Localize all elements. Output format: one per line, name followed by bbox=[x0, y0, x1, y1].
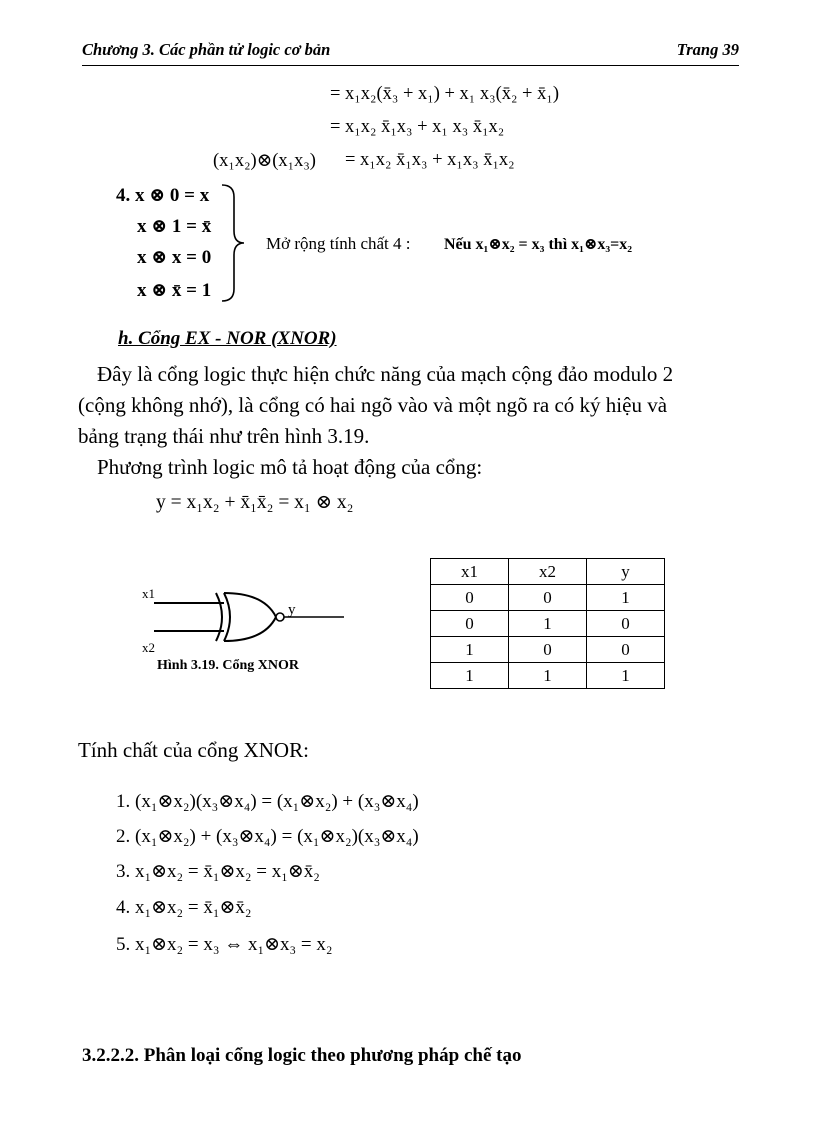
xnor-gate-symbol bbox=[140, 585, 350, 655]
table-cell: 0 bbox=[431, 585, 509, 611]
table-cell: 0 bbox=[587, 611, 665, 637]
table-cell: 1 bbox=[431, 637, 509, 663]
section-h-paragraph-line-3: bảng trạng thái như trên hình 3.19. bbox=[78, 424, 370, 448]
header-divider bbox=[82, 65, 739, 66]
table-row bbox=[431, 663, 665, 689]
derivation-line-3-rhs: = x₁x₂ x̄₁x₃ + x₁x₃ x̄₁x₂ bbox=[345, 150, 515, 170]
xnor-property-4: 4. x₁⊗x₂ = x̄₁⊗x̄₂ bbox=[116, 897, 252, 918]
xnor-property-3: 3. x₁⊗x₂ = x̄₁⊗x₂ = x₁⊗x̄₂ bbox=[116, 861, 320, 882]
derivation-line-1: = x₁x₂(x̄₃ + x₁) + x₁ x₃(x̄₂ + x̄₁) bbox=[330, 84, 559, 104]
section-h-paragraph-line-1: Đây là cổng logic thực hiện chức năng của mạch cộng đảo modulo 2 bbox=[97, 362, 674, 386]
property-4-line-2: x ⊗ 1 = x̄ bbox=[137, 216, 212, 237]
right-brace-icon bbox=[220, 183, 250, 303]
gate-output-label: y bbox=[288, 602, 296, 618]
xnor-equation: y = x₁x₂ + x̄₁x̄₂ = x₁ ⊗ x₂ bbox=[156, 492, 354, 513]
table-header-row bbox=[431, 559, 665, 585]
section-h-paragraph-line-2: (cộng không nhớ), là cổng có hai ngõ vào và một ngõ ra có ký hiệu và bbox=[78, 393, 668, 417]
next-section-title: 3.2.2.2. Phân loại cổng logic theo phương pháp chế tạo bbox=[82, 1045, 522, 1066]
xnor-property-2: 2. (x₁⊗x₂) + (x₃⊗x₄) = (x₁⊗x₂)(x₃⊗x₄) bbox=[116, 826, 419, 847]
table-cell: 1 bbox=[509, 663, 587, 689]
property-4-line-1: 4. x ⊗ 0 = x bbox=[116, 185, 210, 206]
gate-input-2-label: x2 bbox=[142, 640, 155, 655]
property-4-line-4: x ⊗ x̄ = 1 bbox=[137, 280, 212, 301]
logic-equation-intro: Phương trình logic mô tả hoạt động của cổng: bbox=[97, 455, 483, 479]
page-number: Trang 39 bbox=[676, 40, 739, 59]
table-cell: 0 bbox=[587, 637, 665, 663]
figure-caption: Hình 3.19. Cổng XNOR bbox=[157, 658, 299, 673]
table-cell: 1 bbox=[587, 585, 665, 611]
table-row bbox=[431, 611, 665, 637]
xnor-property-5: 5. x₁⊗x₂ = x₃ ⇔ x₁⊗x₃ = x₂ bbox=[116, 934, 333, 955]
table-cell: 1 bbox=[587, 663, 665, 689]
table-cell: 0 bbox=[509, 637, 587, 663]
table-row bbox=[431, 637, 665, 663]
derivation-line-3-lhs: (x₁x₂)⊗(x₁x₃) bbox=[213, 151, 316, 171]
extension-rule: Nếu x₁⊗x₂ = x₃ thì x₁⊗x₃=x₂ bbox=[444, 236, 633, 253]
table-row bbox=[431, 585, 665, 611]
table-header: y bbox=[587, 559, 665, 585]
extension-label: Mở rộng tính chất 4 : bbox=[266, 234, 411, 253]
derivation-line-2: = x₁x₂ x̄₁x₃ + x₁ x₃ x̄₁x₂ bbox=[330, 117, 505, 137]
truth-table bbox=[430, 558, 665, 689]
table-cell: 1 bbox=[431, 663, 509, 689]
gate-input-1-label: x1 bbox=[142, 586, 155, 601]
xnor-property-1: 1. (x₁⊗x₂)(x₃⊗x₄) = (x₁⊗x₂) + (x₃⊗x₄) bbox=[116, 791, 419, 812]
table-cell: 1 bbox=[509, 611, 587, 637]
section-h-title: h. Cổng EX - NOR (XNOR) bbox=[118, 328, 337, 349]
property-4-line-3: x ⊗ x = 0 bbox=[137, 247, 212, 268]
chapter-header: Chương 3. Các phần tử logic cơ bản bbox=[82, 40, 331, 59]
table-cell: 0 bbox=[431, 611, 509, 637]
table-header: x2 bbox=[509, 559, 587, 585]
table-cell: 0 bbox=[509, 585, 587, 611]
xnor-properties-intro: Tính chất của cổng XNOR: bbox=[78, 738, 309, 762]
table-header: x1 bbox=[431, 559, 509, 585]
